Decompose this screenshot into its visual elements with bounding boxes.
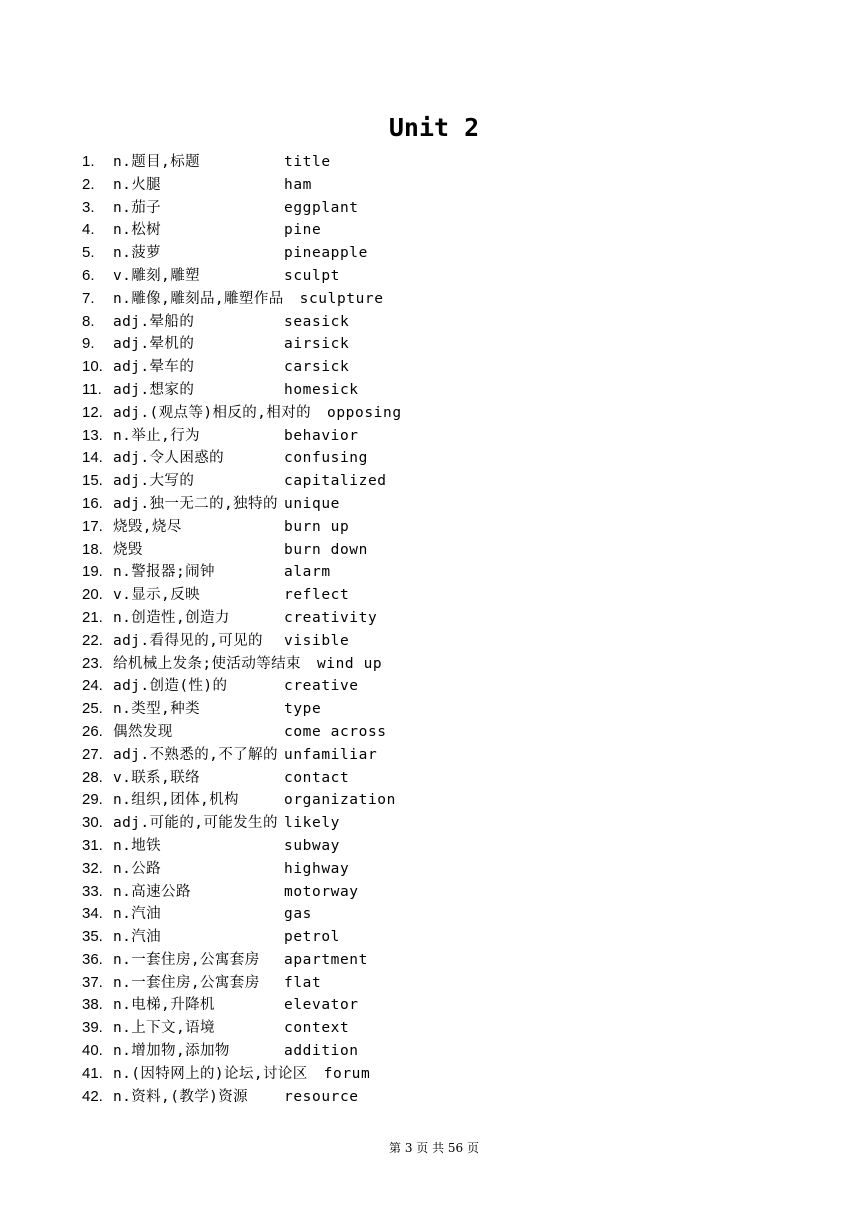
chinese-meaning: n.题目,标题	[113, 154, 200, 170]
vocab-item	[82, 630, 842, 653]
vocab-item	[82, 174, 842, 197]
chinese-meaning: n.电梯,升降机	[113, 997, 215, 1014]
vocab-item	[82, 333, 842, 356]
item-number: 26.	[82, 722, 103, 740]
vocab-item	[82, 311, 842, 334]
english-word: pineapple	[284, 245, 368, 262]
chinese-meaning: n.公路	[113, 860, 162, 877]
vocab-item	[82, 1063, 842, 1086]
item-number: 16.	[82, 494, 103, 512]
english-word: opposing	[327, 404, 402, 421]
chinese-meaning: n.类型,种类	[113, 701, 200, 718]
chinese-meaning: adj.看得见的,可见的	[113, 632, 263, 649]
english-word: behavior	[284, 427, 359, 444]
item-number: 23.	[82, 654, 103, 672]
item-number: 27.	[82, 745, 103, 763]
item-number: 10.	[82, 358, 103, 376]
chinese-meaning: v.雕刻,雕塑	[113, 267, 200, 284]
chinese-meaning: n.警报器;闹钟	[113, 564, 215, 581]
english-word: burn down	[284, 541, 368, 558]
vocab-item	[82, 265, 842, 288]
item-number: 1.	[82, 153, 95, 170]
chinese-meaning: v.显示,反映	[113, 587, 200, 604]
item-number: 13.	[82, 426, 103, 444]
vocab-item	[82, 288, 842, 311]
vocab-item	[82, 698, 842, 721]
chinese-meaning: 偶然发现	[113, 723, 173, 740]
english-word: pine	[284, 222, 322, 239]
chinese-meaning: 烧毁,烧尽	[113, 518, 182, 535]
vocab-item	[82, 994, 842, 1017]
chinese-meaning: adj.想家的	[113, 381, 195, 398]
english-word: organization	[284, 792, 396, 809]
vocab-item	[82, 447, 842, 470]
item-number: 42.	[82, 1087, 103, 1105]
page-footer: 第 3 页 共 56 页	[389, 1141, 479, 1155]
item-number: 28.	[82, 768, 103, 786]
chinese-meaning: adj.令人困惑的	[113, 450, 225, 467]
english-word: eggplant	[284, 199, 359, 216]
vocab-item	[82, 812, 842, 835]
english-word: confusing	[284, 450, 368, 467]
chinese-meaning: n.组织,团体,机构	[113, 792, 239, 809]
chinese-meaning: adj.晕车的	[113, 359, 195, 376]
item-number: 11.	[82, 380, 102, 398]
english-word: contact	[284, 769, 350, 786]
item-number: 5.	[82, 244, 95, 262]
english-word: alarm	[284, 564, 331, 581]
vocab-item	[82, 493, 842, 516]
chinese-meaning: n.火腿	[113, 176, 162, 193]
english-word: gas	[284, 906, 312, 923]
english-word: seasick	[284, 313, 350, 330]
english-word: homesick	[284, 381, 359, 398]
english-word: airsick	[284, 336, 350, 353]
vocab-item	[82, 675, 842, 698]
english-word: sculpture	[299, 290, 384, 307]
vocab-item	[82, 972, 842, 995]
english-word: petrol	[284, 929, 340, 946]
vocab-item	[82, 584, 842, 607]
english-word: burn up	[284, 518, 350, 535]
english-word: subway	[284, 837, 340, 854]
english-word: highway	[284, 860, 350, 877]
english-word: carsick	[284, 359, 350, 376]
vocab-item	[82, 767, 842, 790]
vocab-item	[82, 197, 842, 220]
vocab-item	[82, 835, 842, 858]
item-number: 18.	[82, 540, 103, 558]
chinese-meaning: adj.可能的,可能发生的	[113, 815, 278, 832]
vocab-item	[82, 219, 842, 242]
chinese-meaning: adj.晕机的	[113, 336, 195, 353]
vocab-item	[82, 356, 842, 379]
vocab-item	[82, 926, 842, 949]
english-word: visible	[284, 632, 350, 649]
item-number: 36.	[82, 950, 103, 968]
english-word: unique	[284, 495, 340, 512]
item-number: 33.	[82, 882, 103, 900]
item-number: 35.	[82, 928, 103, 946]
chinese-meaning: adj.创造(性)的	[113, 678, 228, 695]
vocab-item	[82, 379, 842, 402]
item-number: 29.	[82, 791, 103, 809]
item-number: 25.	[82, 700, 103, 718]
item-number: 40.	[82, 1042, 103, 1060]
chinese-meaning: n.茄子	[113, 199, 162, 216]
english-word: reflect	[284, 587, 350, 604]
english-word: creative	[284, 678, 359, 695]
vocab-list	[82, 151, 842, 1108]
item-number: 6.	[82, 266, 95, 284]
english-word: unfamiliar	[284, 746, 378, 763]
chinese-meaning: n.汽油	[113, 906, 162, 923]
item-number: 3.	[82, 198, 95, 216]
item-number: 15.	[82, 472, 103, 490]
vocab-item	[82, 151, 842, 174]
english-word: sculpt	[284, 267, 340, 284]
page-title: Unit 2	[388, 113, 480, 142]
chinese-meaning: adj.不熟悉的,不了解的	[113, 746, 278, 763]
vocab-item	[82, 858, 842, 881]
item-number: 12.	[82, 403, 103, 421]
english-word: addition	[284, 1043, 359, 1060]
vocab-item	[82, 721, 842, 744]
english-word: creativity	[284, 609, 378, 626]
item-number: 31.	[82, 836, 103, 854]
item-number: 19.	[82, 563, 103, 581]
chinese-meaning: n.增加物,添加物	[113, 1043, 230, 1060]
vocab-item	[82, 881, 842, 904]
english-word: come across	[284, 723, 387, 740]
vocab-item	[82, 903, 842, 926]
item-number: 4.	[82, 221, 95, 239]
chinese-meaning: n.创造性,创造力	[113, 609, 230, 626]
chinese-meaning: n.雕像,雕刻品,雕塑作品	[113, 290, 284, 307]
chinese-meaning: n.松树	[113, 222, 162, 239]
english-word: flat	[284, 974, 322, 991]
chinese-meaning: adj.独一无二的,独特的	[113, 495, 278, 512]
vocab-item	[82, 949, 842, 972]
item-number: 22.	[82, 631, 103, 649]
english-word: elevator	[284, 997, 359, 1014]
english-word: ham	[284, 176, 312, 193]
vocab-item	[82, 539, 842, 562]
item-number: 38.	[82, 996, 103, 1014]
vocab-item	[82, 744, 842, 767]
vocab-item	[82, 561, 842, 584]
chinese-meaning: n.举止,行为	[113, 427, 200, 444]
chinese-meaning: n.汽油	[113, 929, 162, 946]
english-word: wind up	[316, 655, 383, 672]
vocab-item	[82, 1040, 842, 1063]
item-number: 17.	[82, 517, 103, 535]
vocab-item	[82, 653, 842, 676]
chinese-meaning: n.高速公路	[113, 883, 191, 900]
chinese-meaning: 烧毁	[113, 541, 143, 558]
english-word: type	[284, 701, 322, 718]
chinese-meaning: n.地铁	[113, 837, 162, 854]
vocab-item	[82, 242, 842, 265]
chinese-meaning: v.联系,联络	[113, 769, 200, 786]
english-word: title	[284, 154, 331, 170]
vocab-item	[82, 607, 842, 630]
chinese-meaning: n.菠萝	[113, 245, 162, 262]
chinese-meaning: 给机械上发条;使活动等结束	[113, 655, 301, 672]
item-number: 39.	[82, 1019, 103, 1037]
vocab-item	[82, 789, 842, 812]
vocab-item	[82, 1086, 842, 1109]
item-number: 41.	[82, 1064, 103, 1082]
item-number: 8.	[82, 312, 95, 330]
chinese-meaning: adj.(观点等)相反的,相对的	[113, 404, 312, 421]
item-number: 2.	[82, 175, 95, 193]
vocab-item	[82, 516, 842, 539]
english-word: capitalized	[284, 473, 387, 490]
item-number: 30.	[82, 814, 103, 832]
english-word: context	[284, 1020, 350, 1037]
vocab-item	[82, 1017, 842, 1040]
vocab-item	[82, 402, 842, 425]
vocab-item	[82, 470, 842, 493]
item-number: 21.	[82, 608, 103, 626]
english-word: apartment	[284, 951, 368, 968]
item-number: 24.	[82, 677, 103, 695]
english-word: forum	[323, 1065, 371, 1082]
chinese-meaning: n.一套住房,公寓套房	[113, 974, 260, 991]
english-word: motorway	[284, 883, 359, 900]
chinese-meaning: n.一套住房,公寓套房	[113, 951, 260, 968]
item-number: 7.	[82, 289, 95, 307]
chinese-meaning: adj.大写的	[113, 473, 195, 490]
item-number: 20.	[82, 586, 103, 604]
english-word: resource	[284, 1088, 359, 1105]
chinese-meaning: n.(因特网上的)论坛,讨论区	[113, 1065, 308, 1082]
chinese-meaning: n.上下文,语境	[113, 1020, 215, 1037]
item-number: 14.	[82, 449, 103, 467]
item-number: 9.	[82, 335, 95, 353]
item-number: 37.	[82, 973, 103, 991]
item-number: 34.	[82, 905, 103, 923]
english-word: likely	[284, 815, 340, 832]
vocab-item	[82, 425, 842, 448]
item-number: 32.	[82, 859, 103, 877]
chinese-meaning: adj.晕船的	[113, 313, 195, 330]
chinese-meaning: n.资料,(教学)资源	[113, 1088, 249, 1105]
